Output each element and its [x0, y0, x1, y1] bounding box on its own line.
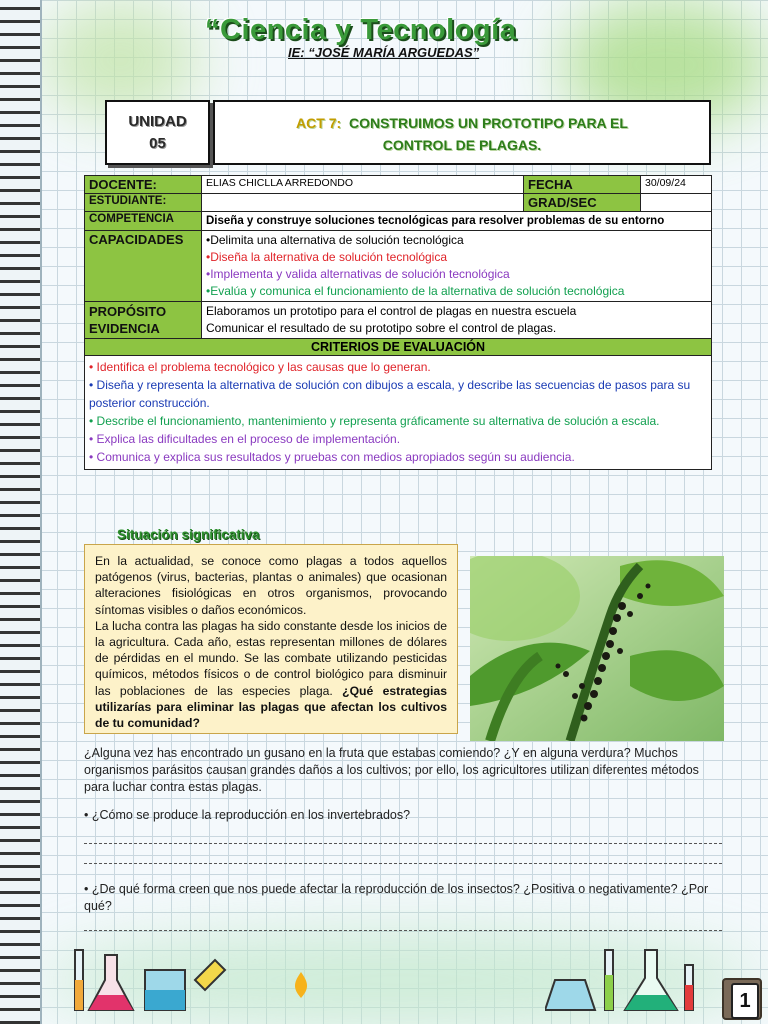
capacidad-item: •Evalúa y comunica el funcionamiento de la alternativa de solución tecnológica — [206, 284, 625, 298]
criterio-item: • Comunica y explica sus resultados y pruebas con medios apropiados según su audiencia. — [89, 450, 575, 464]
docente-value[interactable]: ELIAS CHICLLA ARREDONDO — [202, 176, 524, 194]
spiral-binding — [0, 0, 42, 1024]
info-table — [84, 175, 712, 470]
situacion-paragraph2: La lucha contra las plagas ha sido constante desde los inicios de la agricultura. Cada año, estas representan millones de dólares de pérdidas en el mundo. Se las combate utilizando pesticidas químicos, métodos físicos o de control biológico para disminuir las poblaciones de las especies plaga. — [95, 618, 447, 698]
row-criterios-head — [85, 339, 712, 356]
capacidad-item: •Implementa y valida alternativas de solución tecnológica — [206, 267, 510, 281]
bunsen-flame-icon — [290, 970, 312, 1000]
criterio-item: • Explica las dificultades en el proceso de implementación. — [89, 432, 401, 446]
question-1: • ¿Cómo se produce la reproducción en los invertebrados? — [84, 808, 411, 822]
fecha-value[interactable]: 30/09/24 — [641, 176, 712, 194]
plant-illustration — [470, 556, 724, 741]
answer-line-3[interactable] — [84, 930, 722, 931]
estudiante-value[interactable] — [202, 194, 524, 212]
page-number-badge — [722, 978, 762, 1020]
unit-number: 05 — [149, 135, 166, 152]
criterio-item: • Diseña y representa la alternativa de solución con dibujos a escala, y describe las secuencias de pasos para su posterior construcción. — [89, 378, 691, 410]
situacion-box — [84, 544, 458, 734]
lab-flasks-right-icon — [545, 940, 715, 1020]
criterio-item: • Identifica el problema tecnológico y las causas que lo generan. — [89, 360, 431, 374]
capacidades-label: CAPACIDADES — [85, 231, 202, 302]
unit-label: UNIDAD — [128, 113, 187, 130]
school-name: IE: “JOSÉ MARÍA ARGUEDAS” — [288, 45, 480, 60]
activity-title-box — [213, 100, 711, 165]
criterios-title: CRITERIOS DE EVALUACIÓN — [85, 339, 712, 356]
question-2: • ¿De qué forma creen que nos puede afectar la reproducción de los insectos? ¿Positiva o negativamente? ¿Por qué? — [84, 882, 709, 913]
answer-line-2[interactable] — [84, 863, 722, 864]
page-title: “Ciencia y Tecnología — [205, 14, 517, 46]
row-docente — [85, 176, 712, 194]
aphids-on-plant-photo — [470, 556, 724, 741]
proposito-label-text: PROPÓSITO — [89, 304, 167, 319]
page-number: 1 — [731, 983, 759, 1019]
estudiante-label: ESTUDIANTE: — [85, 194, 202, 212]
activity-title-line1: CONSTRUIMOS UN PROTOTIPO PARA EL — [348, 115, 628, 131]
capacidad-item: •Diseña la alternativa de solución tecnológica — [206, 250, 448, 264]
criterio-item: • Describe el funcionamiento, mantenimiento y representa gráficamente su alternativa de solución a escala. — [89, 414, 660, 428]
capacidades-list — [202, 231, 712, 302]
capacidad-item: •Delimita una alternativa de solución tecnológica — [206, 233, 464, 247]
lab-flasks-left-icon — [65, 940, 235, 1020]
gradsec-label: GRAD/SEC — [524, 194, 641, 212]
proposito-values — [202, 302, 712, 339]
row-capacidades — [85, 231, 712, 302]
row-criterios — [85, 356, 712, 470]
docente-label: DOCENTE: — [85, 176, 202, 194]
row-competencia — [85, 212, 712, 231]
proposito-label — [85, 302, 202, 339]
activity-title-line2: CONTROL DE PLAGAS. — [382, 137, 542, 153]
situacion-paragraph1: En la actualidad, se conoce como plagas a todos aquellos patógenos (virus, bacterias, plantas o animales) que ocasionan alteraciones fisiológicas en otros organismos, provocando síntomas visibles o daños económicos. — [95, 554, 447, 617]
row-estudiante — [85, 194, 712, 212]
answer-line-1[interactable] — [84, 843, 722, 844]
situacion-question: ¿Qué estrategias utilizarías para eliminar las plagas que afectan los cultivos de tu comunidad? — [95, 683, 447, 731]
gradsec-value[interactable] — [641, 194, 712, 212]
competencia-value: Diseña y construye soluciones tecnológicas para resolver problemas de su entorno — [202, 212, 712, 231]
unit-box — [105, 100, 210, 165]
fecha-label: FECHA — [524, 176, 641, 194]
evidencia-value: Comunicar el resultado de su prototipo sobre el control de plagas. — [206, 321, 557, 335]
proposito-value: Elaboramos un prototipo para el control de plagas en nuestra escuela — [206, 304, 577, 318]
criterios-list — [85, 356, 712, 470]
activity-number: ACT 7: — [296, 115, 342, 131]
intro-paragraph: ¿Alguna vez has encontrado un gusano en la fruta que estabas comiendo? ¿Y en alguna verdura? Muchos organismos parásitos causan grandes daños a los cultivos; por ello, los agricultores utilizan diferentes métodos para luchar contra estas plagas. — [84, 746, 699, 794]
situacion-title: Situación significativa — [117, 527, 260, 542]
evidencia-label-text: EVIDENCIA — [89, 321, 160, 336]
row-proposito — [85, 302, 712, 339]
competencia-label: COMPETENCIA — [85, 212, 202, 231]
